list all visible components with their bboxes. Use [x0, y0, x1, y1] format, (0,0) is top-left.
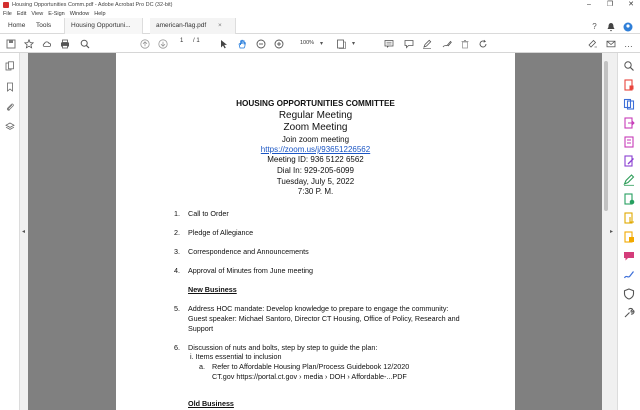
tab-housing-doc[interactable] [64, 18, 143, 34]
menu-window[interactable]: Window [69, 11, 90, 17]
comment-icon[interactable] [402, 37, 415, 50]
meeting-time: 7:30 P. M. [297, 187, 334, 196]
window-titlebar [0, 0, 640, 10]
highlight-pen-icon[interactable] [420, 37, 433, 50]
comment-tool-icon[interactable] [623, 249, 635, 261]
draw-sign-icon[interactable] [440, 37, 453, 50]
organize-pages-icon[interactable] [623, 135, 635, 147]
share-link-icon[interactable] [586, 37, 599, 50]
protect-icon[interactable] [623, 211, 635, 223]
search-tools-icon[interactable] [623, 59, 635, 71]
page-total: / 1 [193, 38, 200, 44]
agenda-subitem-a-line2: CT.gov https://portal.ct.gov › media › DOH › Affordable-...PDF [212, 372, 407, 381]
more-tools-icon[interactable] [623, 306, 635, 318]
meeting-date: Tuesday, July 5, 2022 [276, 177, 355, 186]
menu-esign[interactable]: E-Sign [48, 11, 65, 17]
agenda-item-5-line1: Address HOC mandate: Develop knowledge to prepare to engage the community: [188, 304, 449, 313]
agenda-item: Call to Order [188, 209, 229, 218]
page-display-chevron-icon[interactable]: ▾ [351, 41, 355, 47]
agenda-item-5-line3: Support [188, 324, 214, 333]
combine-files-icon[interactable] [623, 97, 635, 109]
prepare-form-icon[interactable] [623, 230, 635, 242]
menu-bar [0, 10, 640, 18]
right-tools-panel [617, 53, 640, 410]
join-zoom-text: Join zoom meeting [281, 135, 350, 144]
acrobat-app-icon [3, 2, 9, 8]
agenda-subitem-a-line1: Refer to Affordable Housing Plan/Process Guidebook 12/2020 [212, 362, 410, 371]
menu-edit[interactable]: Edit [16, 11, 27, 17]
sticky-note-icon[interactable] [382, 37, 395, 50]
tab-housing-doc-label: Housing Opportuni... [71, 22, 131, 29]
rotate-icon[interactable] [476, 37, 489, 50]
zoom-in-icon[interactable] [272, 37, 285, 50]
edit-pdf-icon[interactable] [623, 154, 635, 166]
tab-home-label: Home [8, 22, 26, 29]
agenda-item-number: 4. [174, 266, 180, 275]
meeting-id: Meeting ID: 936 5122 6562 [267, 155, 364, 164]
email-icon[interactable] [604, 37, 617, 50]
close-window-button[interactable]: ✕ [628, 1, 634, 8]
tab-american-flag-label: american-flag.pdf [156, 22, 207, 29]
pdf-page [116, 53, 515, 410]
meeting-type: Regular Meeting [278, 110, 353, 121]
tab-bar [0, 18, 640, 34]
window-title: Housing Opportunities Comm.pdf - Adobe Acrobat Pro DC (32-bit) [12, 2, 173, 8]
search-zoom-icon[interactable] [78, 37, 91, 50]
left-navigation-panel [0, 53, 20, 410]
menu-file[interactable]: File [3, 11, 12, 17]
upload-cloud-icon[interactable] [40, 37, 53, 50]
zoom-meeting-link[interactable]: https://zoom.us/j/93651226562 [260, 145, 371, 154]
agenda-item: Approval of Minutes from June meeting [188, 266, 314, 275]
zoom-dropdown-chevron-icon[interactable]: ▾ [319, 41, 323, 47]
meeting-format: Zoom Meeting [283, 122, 348, 133]
zoom-level-select[interactable]: 100% [299, 40, 315, 46]
agenda-item-number: 5. [174, 304, 180, 313]
zoom-out-icon[interactable] [254, 37, 267, 50]
new-business-heading: New Business [188, 285, 237, 294]
print-icon[interactable] [58, 37, 71, 50]
minimize-button[interactable]: – [587, 1, 591, 8]
bookmarks-icon[interactable] [4, 81, 15, 92]
tab-american-flag[interactable] [150, 18, 236, 34]
tab-tools[interactable] [30, 18, 57, 34]
vertical-scrollbar[interactable] [602, 53, 610, 410]
menu-view[interactable]: View [31, 11, 44, 17]
main-toolbar [0, 34, 640, 53]
scrollbar-thumb[interactable] [604, 61, 608, 211]
old-business-heading: Old Business [188, 399, 234, 408]
collapse-left-panel-icon[interactable]: ◂ [22, 229, 26, 235]
fill-sign-icon[interactable] [623, 173, 635, 185]
export-pdf-icon[interactable] [623, 116, 635, 128]
agenda-item-number: 3. [174, 247, 180, 256]
create-pdf-icon[interactable] [623, 78, 635, 90]
agenda-subitem-i: i. Items essential to inclusion [190, 352, 282, 361]
bookmark-star-icon[interactable] [22, 37, 35, 50]
more-options-icon[interactable]: … [624, 38, 633, 49]
page-thumbnails-icon[interactable] [4, 60, 15, 71]
agenda-item-6-line1: Discussion of nuts and bolts, step by step to guide the plan: [188, 343, 378, 352]
help-icon[interactable]: ? [592, 22, 597, 31]
maximize-button[interactable]: ❐ [606, 1, 614, 8]
tab-tools-label: Tools [36, 22, 52, 29]
tab-close-icon[interactable]: × [218, 22, 222, 29]
agenda-subitem-a-number: a. [199, 362, 205, 371]
attachments-paperclip-icon[interactable] [4, 101, 15, 112]
delete-trash-icon[interactable] [458, 37, 471, 50]
document-title: HOUSING OPPORTUNITIES COMMITTEE [236, 99, 395, 108]
tab-home[interactable] [2, 18, 31, 34]
menu-help[interactable]: Help [94, 11, 106, 17]
page-display-icon[interactable] [334, 37, 347, 50]
agenda-item-number: 6. [174, 343, 180, 352]
agenda-item-number: 1. [174, 209, 180, 218]
account-avatar-icon[interactable] [621, 20, 634, 33]
dial-in: Dial In: 929-205-6099 [277, 166, 354, 175]
request-signature-icon[interactable] [623, 268, 635, 280]
hand-tool-icon[interactable] [235, 37, 248, 50]
collapse-right-panel-icon[interactable]: ▸ [610, 229, 614, 235]
zoom-link-line [116, 145, 515, 154]
previous-page-icon[interactable] [138, 37, 151, 50]
agenda-item: Correspondence and Announcements [188, 247, 309, 256]
scan-ocr-icon[interactable] [623, 192, 635, 204]
agenda-item-5-line2: Guest speaker: Michael Santoro, Director CT Housing, Office of Policy, Research and [188, 314, 460, 323]
save-icon[interactable] [4, 37, 17, 50]
select-cursor-icon[interactable] [217, 37, 230, 50]
next-page-icon[interactable] [156, 37, 169, 50]
layers-icon[interactable] [4, 121, 15, 132]
agenda-item-number: 2. [174, 228, 180, 237]
agenda-item: Pledge of Allegiance [188, 228, 254, 237]
notification-bell-icon[interactable] [604, 20, 617, 33]
page-number-input[interactable]: 1 [180, 38, 184, 44]
protect-shield-icon[interactable] [623, 287, 635, 299]
